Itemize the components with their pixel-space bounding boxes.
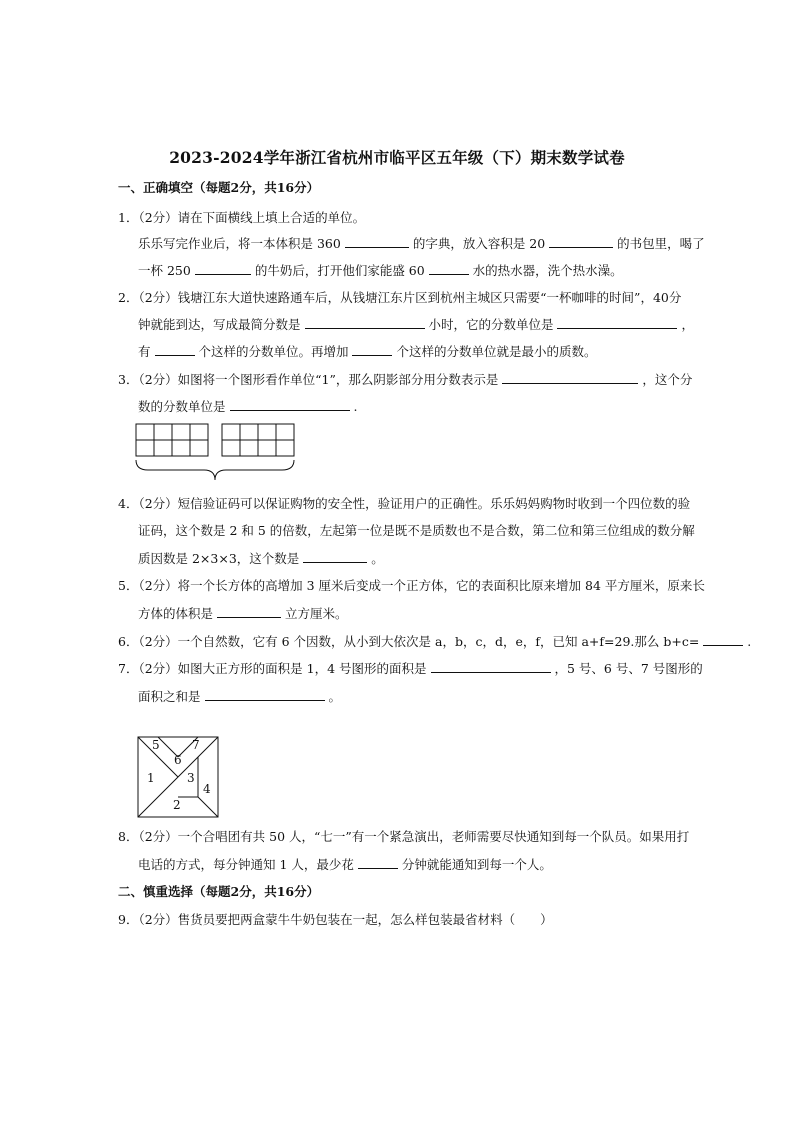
q7-blank-2[interactable] — [205, 688, 325, 701]
q8-text: 分钟就能通知到每一个人。 — [401, 857, 552, 872]
tangram-figure — [136, 735, 222, 821]
q5-text: 立方厘米。 — [284, 606, 348, 621]
q2-text: 个这样的分数单位。再增加 — [198, 344, 349, 359]
tangram-label-6: 6 — [174, 753, 182, 767]
q2-text: 有 — [138, 344, 151, 359]
q2-line2 — [138, 316, 694, 333]
q1-text: 乐乐写完作业后，将一本体积是 360 — [138, 236, 341, 251]
q1-blank-2[interactable] — [549, 235, 613, 248]
q2-blank-1[interactable] — [305, 316, 425, 329]
q2-text: 小时，它的分数单位是 — [428, 317, 554, 332]
q3-line2 — [138, 398, 357, 415]
q7-text: 面积之和是 — [138, 689, 201, 704]
q3-blank-1[interactable] — [502, 371, 638, 384]
q1-text: 的牛奶后，打开他们家能盛 60 — [254, 263, 425, 278]
q2-blank-4[interactable] — [352, 343, 392, 356]
q2-blank-3[interactable] — [155, 343, 195, 356]
q7-text: 。 — [328, 689, 341, 704]
q1-line3 — [138, 262, 623, 279]
q8-line1: 8．（2分）一个合唱团有共 50 人，“七一”有一个紧急演出，老师需要尽快通知到每一个队员。如果用打 — [118, 829, 690, 844]
q1-text: 一杯 250 — [138, 263, 191, 278]
q5-line1: 5．（2分）将一个长方体的高增加 3 厘米后变成一个正方体，它的表面积比原来增加 84 平方厘米，原来长 — [118, 578, 705, 593]
q5-text: 方体的体积是 — [138, 606, 214, 621]
q6-text: 6．（2分）一个自然数，它有 6 个因数，从小到大依次是 a，b，c，d，e，f，已知 a+f=29.那么 b+c= — [118, 634, 700, 649]
tangram-label-7: 7 — [192, 738, 200, 752]
q6-line1 — [118, 633, 751, 650]
q4-line2: 证码，这个数是 2 和 5 的倍数，左起第一位是既不是质数也不是合数，第二位和第三位组成的数分解 — [138, 523, 695, 538]
q3-text: 数的分数单位是 — [138, 399, 226, 414]
q6-text: . — [747, 634, 752, 649]
q3-text: . — [353, 399, 358, 414]
q1-blank-4[interactable] — [429, 262, 469, 275]
q7-text: ，5 号、6 号、7 号图形的 — [554, 661, 703, 676]
q3-text: ，这个分 — [642, 372, 693, 387]
tangram-label-2: 2 — [173, 798, 181, 812]
q1-blank-1[interactable] — [345, 235, 409, 248]
q1-text: 的字典，放入容积是 20 — [412, 236, 546, 251]
q4-line3 — [138, 550, 384, 567]
fraction-grid-figure — [134, 420, 300, 482]
page-title: 2023-2024学年浙江省杭州市临平区五年级（下）期末数学试卷 — [169, 148, 625, 167]
q3-text: 3．（2分）如图将一个图形看作单位“1”，那么阴影部分用分数表示是 — [118, 372, 499, 387]
q7-line2 — [138, 688, 341, 705]
q4-line1: 4．（2分）短信验证码可以保证购物的安全性，验证用户的正确性。乐乐妈妈购物时收到一个四位数的验 — [118, 496, 691, 511]
q2-text: 钟就能到达，写成最简分数是 — [138, 317, 301, 332]
q1-heading: 1．（2分）请在下面横线上填上合适的单位。 — [118, 210, 366, 225]
q2-text: 个这样的分数单位就是最小的质数。 — [396, 344, 597, 359]
q4-text: 。 — [371, 551, 384, 566]
section-heading-choice: 二、慎重选择（每题2分，共16分） — [118, 884, 320, 899]
q2-text: ， — [681, 317, 694, 332]
q4-blank[interactable] — [303, 550, 367, 563]
tangram-label-3: 3 — [187, 771, 195, 785]
tangram-label-4: 4 — [203, 782, 211, 796]
q8-blank[interactable] — [358, 856, 398, 869]
q6-blank[interactable] — [703, 633, 743, 646]
q5-line2 — [138, 605, 348, 622]
q7-blank-1[interactable] — [431, 660, 551, 673]
q5-blank[interactable] — [217, 605, 281, 618]
q2-line3 — [138, 343, 596, 360]
q4-text: 质因数是 2×3×3，这个数是 — [138, 551, 300, 566]
q8-text: 电话的方式，每分钟通知 1 人，最少花 — [138, 857, 354, 872]
q2-line1: 2．（2分）钱塘江东大道快速路通车后，从钱塘江东片区到杭州主城区只需要“一杯咖啡的时间”，40分 — [118, 290, 682, 305]
q1-text: 的书包里，喝了 — [617, 236, 705, 251]
q3-blank-2[interactable] — [230, 398, 350, 411]
q2-blank-2[interactable] — [557, 316, 677, 329]
q8-line2 — [138, 856, 552, 873]
tangram-label-1: 1 — [147, 771, 155, 785]
section-heading-fill-in: 一、正确填空（每题2分，共16分） — [118, 180, 320, 195]
q7-line1 — [118, 660, 703, 677]
tangram-label-5: 5 — [152, 738, 160, 752]
q7-text: 7．（2分）如图大正方形的面积是 1，4 号图形的面积是 — [118, 661, 427, 676]
brace — [136, 460, 294, 480]
q9-line1: 9．（2分）售货员要把两盒蒙牛牛奶包装在一起，怎么样包装最省材料（ ） — [118, 912, 553, 927]
q1-text: 水的热水器，洗个热水澡。 — [472, 263, 623, 278]
q1-blank-3[interactable] — [195, 262, 251, 275]
q3-line1 — [118, 371, 692, 388]
q1-line2 — [138, 235, 705, 252]
